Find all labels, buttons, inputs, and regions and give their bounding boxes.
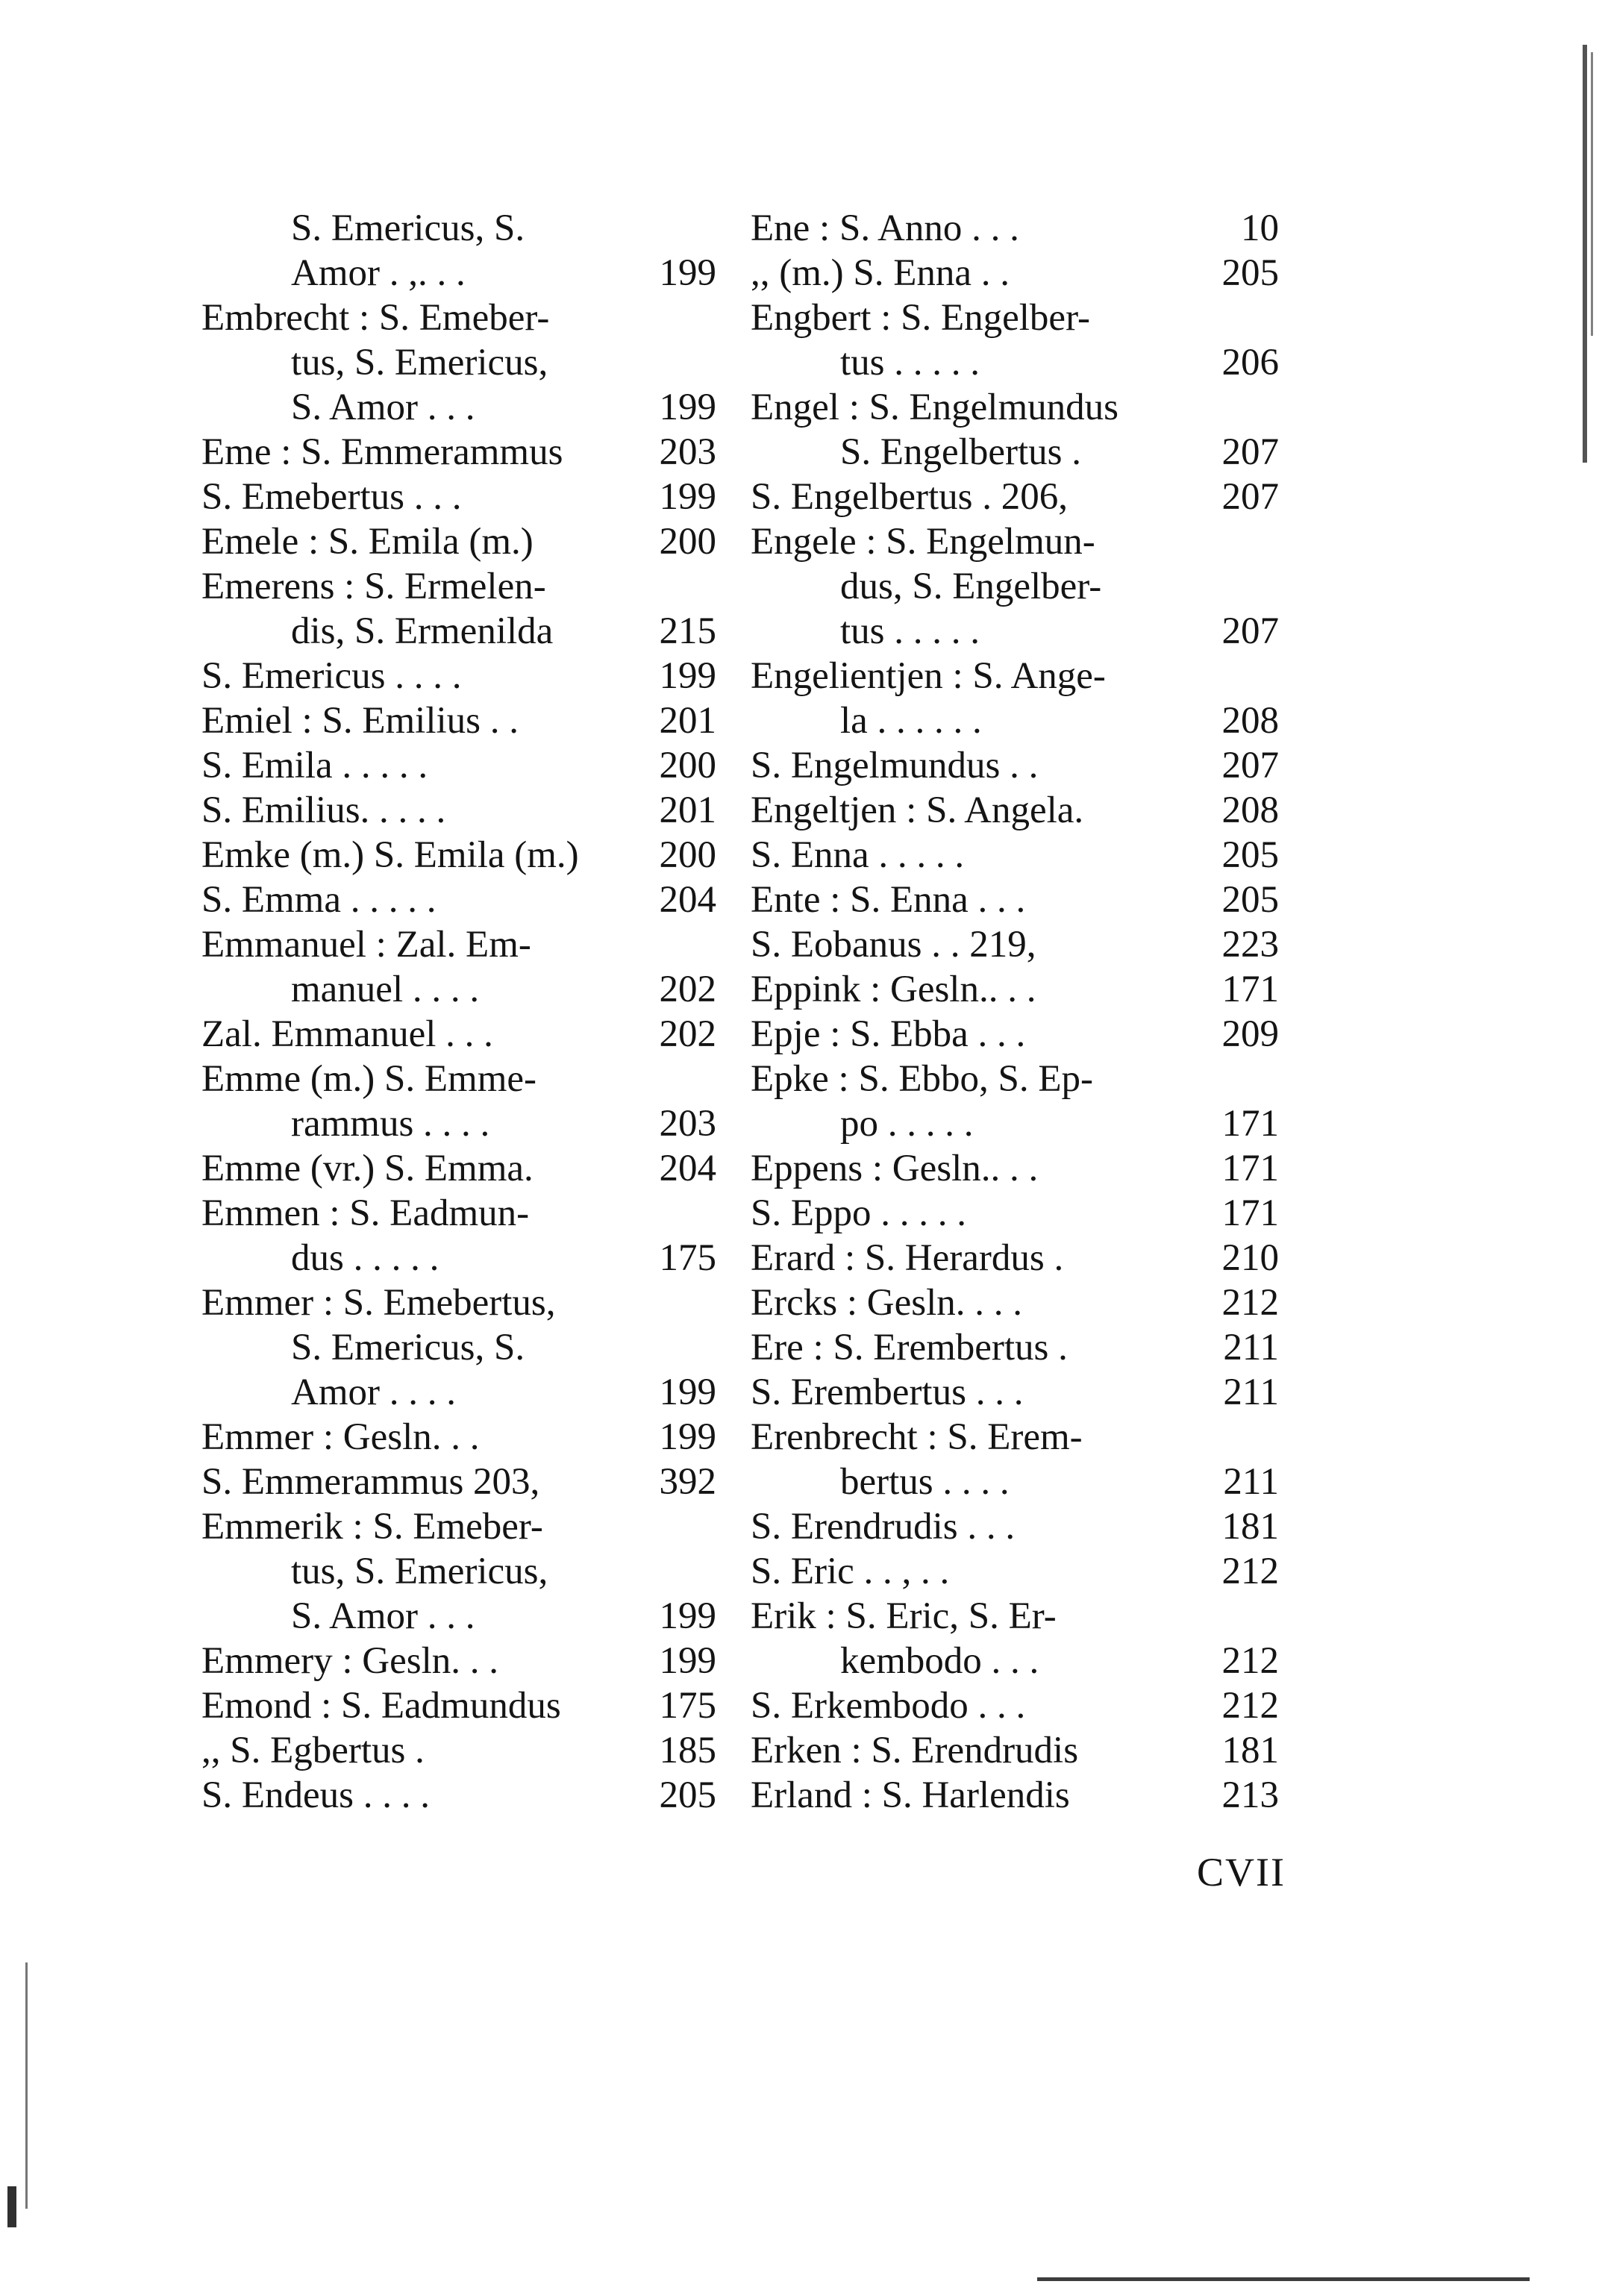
entry-page-ref: 212: [1221, 1282, 1279, 1324]
entry-text: Emerens : S. Ermelen-: [201, 566, 546, 607]
index-entry: [201, 251, 716, 295]
entry-text: Emmerik : S. Emeber-: [201, 1506, 543, 1548]
index-entry: [201, 1594, 716, 1639]
index-entry: [201, 922, 716, 967]
entry-page-ref: 200: [659, 834, 716, 876]
entry-text: Epje : S. Ebba . . .: [751, 1013, 1026, 1055]
entry-page-ref: 200: [659, 745, 716, 786]
index-entry: [751, 1415, 1279, 1460]
entry-page-ref: 201: [659, 700, 716, 742]
entry-text: S. Emericus, S.: [291, 1327, 525, 1368]
entry-text: Emmer : Gesln. . .: [201, 1416, 480, 1458]
index-entry: [201, 698, 716, 743]
entry-text: Erard : S. Herardus .: [751, 1237, 1064, 1279]
entry-text: Emele : S. Emila (m.): [201, 521, 534, 563]
entry-text: Eppens : Gesln.. . .: [751, 1148, 1039, 1189]
index-entry: [751, 967, 1279, 1012]
entry-text: Emmanuel : Zal. Em-: [201, 924, 531, 966]
index-entry: [751, 698, 1279, 743]
entry-text: S. Amor . . .: [291, 387, 475, 428]
index-entry: [751, 833, 1279, 878]
index-entry: [201, 743, 716, 788]
index-entry: [201, 833, 716, 878]
entry-text: Emmery : Gesln. . .: [201, 1640, 499, 1682]
entry-text: dus, S. Engelber-: [840, 566, 1102, 607]
entry-text: S. Emilius. . . . .: [201, 789, 446, 831]
entry-page-ref: 209: [1221, 1013, 1279, 1055]
index-entry: [751, 1594, 1279, 1639]
index-entry: [751, 251, 1279, 295]
index-entry: [201, 1012, 716, 1057]
entry-page-ref: 199: [659, 1640, 716, 1682]
entry-text: tus . . . . .: [840, 610, 980, 652]
entry-page-ref: 171: [1221, 1148, 1279, 1189]
entry-text: Zal. Emmanuel . . .: [201, 1013, 493, 1055]
index-entry: [201, 1639, 716, 1683]
entry-text: dus . . . . .: [291, 1237, 439, 1279]
index-entry: [751, 1773, 1279, 1818]
index-entry: [201, 564, 716, 609]
index-entry: [201, 206, 716, 251]
entry-text: bertus . . . .: [840, 1461, 1010, 1503]
page-number: CVII: [1197, 1850, 1286, 1895]
entry-text: Ente : S. Enna . . .: [751, 879, 1026, 921]
entry-text: S. Emila . . . . .: [201, 745, 428, 786]
entry-page-ref: 208: [1221, 700, 1279, 742]
entry-text: Amor . ,. . .: [291, 252, 466, 294]
entry-page-ref: 171: [1221, 1103, 1279, 1145]
index-entry: [751, 654, 1279, 698]
entry-text: S. Emericus . . . .: [201, 655, 462, 697]
entry-text: Engele : S. Engelmun-: [751, 521, 1095, 563]
entry-page-ref: 208: [1221, 789, 1279, 831]
index-entry: [751, 788, 1279, 833]
entry-page-ref: 199: [659, 1371, 716, 1413]
entry-text: dis, S. Ermenilda: [291, 610, 554, 652]
index-entry: [201, 1370, 716, 1415]
index-entry: [751, 609, 1279, 654]
entry-page-ref: 199: [659, 387, 716, 428]
index-entry: [751, 1728, 1279, 1773]
index-entry: [201, 609, 716, 654]
index-entry: [751, 564, 1279, 609]
index-entry: [201, 295, 716, 340]
entry-text: S. Enna . . . . .: [751, 834, 965, 876]
entry-page-ref: 171: [1221, 1192, 1279, 1234]
scan-edge-mark-top-2: [1591, 52, 1593, 336]
entry-text: la . . . . . .: [840, 700, 982, 742]
entry-text: tus, S. Emericus,: [291, 1551, 548, 1592]
entry-text: rammus . . . .: [291, 1103, 490, 1145]
index-entry: [751, 1057, 1279, 1101]
entry-text: Emond : S. Eadmundus: [201, 1685, 561, 1727]
entry-text: Emiel : S. Emilius . .: [201, 700, 519, 742]
entry-page-ref: 199: [659, 476, 716, 518]
entry-page-ref: 175: [659, 1237, 716, 1279]
entry-text: S. Amor . . .: [291, 1595, 475, 1637]
entry-page-ref: 199: [659, 1416, 716, 1458]
entry-page-ref: 205: [1221, 252, 1279, 294]
entry-text: S. Engelmundus . .: [751, 745, 1039, 786]
index-entry: [751, 1683, 1279, 1728]
entry-page-ref: 10: [1241, 207, 1279, 249]
entry-text: S. Engelbertus . 206,: [751, 476, 1068, 518]
entry-text: Emme (m.) S. Emme-: [201, 1058, 536, 1100]
entry-text: S. Erembertus . . .: [751, 1371, 1024, 1413]
entry-text: S. Eric . . , . .: [751, 1551, 950, 1592]
entry-page-ref: 223: [1221, 924, 1279, 966]
entry-text: S. Emmerammus 203,: [201, 1461, 540, 1503]
entry-text: Engelientjen : S. Ange-: [751, 655, 1106, 697]
entry-page-ref: 206: [1221, 342, 1279, 384]
entry-page-ref: 211: [1223, 1327, 1279, 1368]
entry-text: S. Engelbertus .: [840, 431, 1081, 473]
index-entry: [751, 1280, 1279, 1325]
entry-text: S. Emebertus . . .: [201, 476, 462, 518]
scan-edge-mark-left-2: [7, 2186, 16, 2227]
entry-page-ref: 204: [659, 1148, 716, 1189]
entry-text: S. Eobanus . . 219,: [751, 924, 1036, 966]
entry-text: Eppink : Gesln.. . .: [751, 969, 1036, 1010]
index-entry: [201, 967, 716, 1012]
entry-text: tus . . . . .: [840, 342, 980, 384]
entry-page-ref: 185: [659, 1730, 716, 1771]
scan-edge-mark-top: [1583, 45, 1587, 463]
index-entry: [201, 1236, 716, 1280]
entry-page-ref: 181: [1221, 1730, 1279, 1771]
index-entry: [201, 788, 716, 833]
entry-text: po . . . . .: [840, 1103, 974, 1145]
index-entry: [751, 1012, 1279, 1057]
index-entry: [201, 1146, 716, 1191]
index-entry: [201, 1191, 716, 1236]
entry-text: ,, (m.) S. Enna . .: [751, 252, 1010, 294]
entry-page-ref: 210: [1221, 1237, 1279, 1279]
entry-page-ref: 205: [1221, 834, 1279, 876]
entry-page-ref: 201: [659, 789, 716, 831]
entry-page-ref: 200: [659, 521, 716, 563]
entry-page-ref: 199: [659, 252, 716, 294]
entry-text: Erik : S. Eric, S. Er-: [751, 1595, 1057, 1637]
entry-text: Emmer : S. Emebertus,: [201, 1282, 556, 1324]
entry-page-ref: 392: [659, 1461, 716, 1503]
entry-page-ref: 213: [1221, 1774, 1279, 1816]
entry-text: tus, S. Emericus,: [291, 342, 548, 384]
index-entry: [201, 340, 716, 385]
entry-text: Epke : S. Ebbo, S. Ep-: [751, 1058, 1093, 1100]
index-entry: [201, 1504, 716, 1549]
index-entry: [201, 475, 716, 519]
index-entry: [201, 1460, 716, 1504]
entry-text: Ere : S. Erembertus .: [751, 1327, 1068, 1368]
entry-page-ref: 207: [1221, 610, 1279, 652]
index-entry: [201, 519, 716, 564]
entry-text: Erken : S. Erendrudis: [751, 1730, 1079, 1771]
entry-page-ref: 205: [659, 1774, 716, 1816]
entry-text: Eme : S. Emmerammus: [201, 431, 563, 473]
index-column-right: [751, 206, 1279, 1818]
index-entry: [751, 922, 1279, 967]
index-entry: [201, 1057, 716, 1101]
entry-page-ref: 199: [659, 655, 716, 697]
index-entry: [201, 654, 716, 698]
entry-text: Emmen : S. Eadmun-: [201, 1192, 530, 1234]
index-entry: [201, 1728, 716, 1773]
entry-page-ref: 175: [659, 1685, 716, 1727]
entry-page-ref: 171: [1221, 969, 1279, 1010]
index-entry: [201, 430, 716, 475]
entry-text: Embrecht : S. Emeber-: [201, 297, 550, 339]
index-entry: [751, 1370, 1279, 1415]
index-entry: [751, 295, 1279, 340]
entry-text: Erenbrecht : S. Erem-: [751, 1416, 1083, 1458]
entry-text: Emke (m.) S. Emila (m.): [201, 834, 579, 876]
entry-page-ref: 207: [1221, 745, 1279, 786]
entry-page-ref: 211: [1223, 1371, 1279, 1413]
entry-text: Engeltjen : S. Angela.: [751, 789, 1084, 831]
entry-page-ref: 202: [659, 1013, 716, 1055]
index-entry: [751, 1236, 1279, 1280]
index-entry: [751, 1504, 1279, 1549]
index-entry: [201, 1415, 716, 1460]
entry-text: kembodo . . .: [840, 1640, 1039, 1682]
entry-text: manuel . . . .: [291, 969, 480, 1010]
index-entry: [751, 340, 1279, 385]
index-entry: [751, 1191, 1279, 1236]
entry-page-ref: 202: [659, 969, 716, 1010]
index-entry: [751, 1146, 1279, 1191]
index-entry: [751, 1460, 1279, 1504]
entry-text: S. Erendrudis . . .: [751, 1506, 1016, 1548]
index-entry: [751, 1101, 1279, 1146]
index-entry: [751, 475, 1279, 519]
entry-page-ref: 181: [1221, 1506, 1279, 1548]
entry-text: Ercks : Gesln. . . .: [751, 1282, 1023, 1324]
index-entry: [751, 1639, 1279, 1683]
index-entry: [201, 1325, 716, 1370]
index-entry: [201, 385, 716, 430]
entry-page-ref: 207: [1221, 431, 1279, 473]
entry-page-ref: 212: [1221, 1551, 1279, 1592]
index-entry: [201, 878, 716, 922]
index-entry: [751, 385, 1279, 430]
entry-page-ref: 212: [1221, 1685, 1279, 1727]
entry-text: S. Eppo . . . . .: [751, 1192, 967, 1234]
index-column-left: [201, 206, 716, 1818]
index-entry: [751, 1325, 1279, 1370]
entry-page-ref: 204: [659, 879, 716, 921]
entry-text: Ene : S. Anno . . .: [751, 207, 1019, 249]
entry-text: S. Endeus . . . .: [201, 1774, 430, 1816]
entry-text: Amor . . . .: [291, 1371, 456, 1413]
index-entry: [201, 1549, 716, 1594]
entry-page-ref: 211: [1223, 1461, 1279, 1503]
entry-text: ,, S. Egbertus .: [201, 1730, 425, 1771]
entry-text: Emme (vr.) S. Emma.: [201, 1148, 534, 1189]
index-entry: [201, 1683, 716, 1728]
entry-text: S. Emma . . . . .: [201, 879, 437, 921]
index-entry: [751, 743, 1279, 788]
entry-text: Engbert : S. Engelber-: [751, 297, 1091, 339]
index-entry: [751, 430, 1279, 475]
entry-page-ref: 203: [659, 1103, 716, 1145]
entry-page-ref: 205: [1221, 879, 1279, 921]
scan-edge-mark-left: [25, 1962, 28, 2209]
entry-text: Erland : S. Harlendis: [751, 1774, 1070, 1816]
index-entry: [751, 1549, 1279, 1594]
scan-edge-mark-bottom: [1037, 2277, 1530, 2281]
index-entry: [751, 878, 1279, 922]
entry-page-ref: 199: [659, 1595, 716, 1637]
index-entry: [751, 206, 1279, 251]
entry-text: S. Erkembodo . . .: [751, 1685, 1026, 1727]
entry-page-ref: 207: [1221, 476, 1279, 518]
entry-page-ref: 212: [1221, 1640, 1279, 1682]
index-entry: [201, 1101, 716, 1146]
index-entry: [201, 1773, 716, 1818]
entry-text: Engel : S. Engelmundus: [751, 387, 1119, 428]
entry-text: S. Emericus, S.: [291, 207, 525, 249]
entry-page-ref: 215: [659, 610, 716, 652]
index-entry: [201, 1280, 716, 1325]
entry-page-ref: 203: [659, 431, 716, 473]
index-entry: [751, 519, 1279, 564]
